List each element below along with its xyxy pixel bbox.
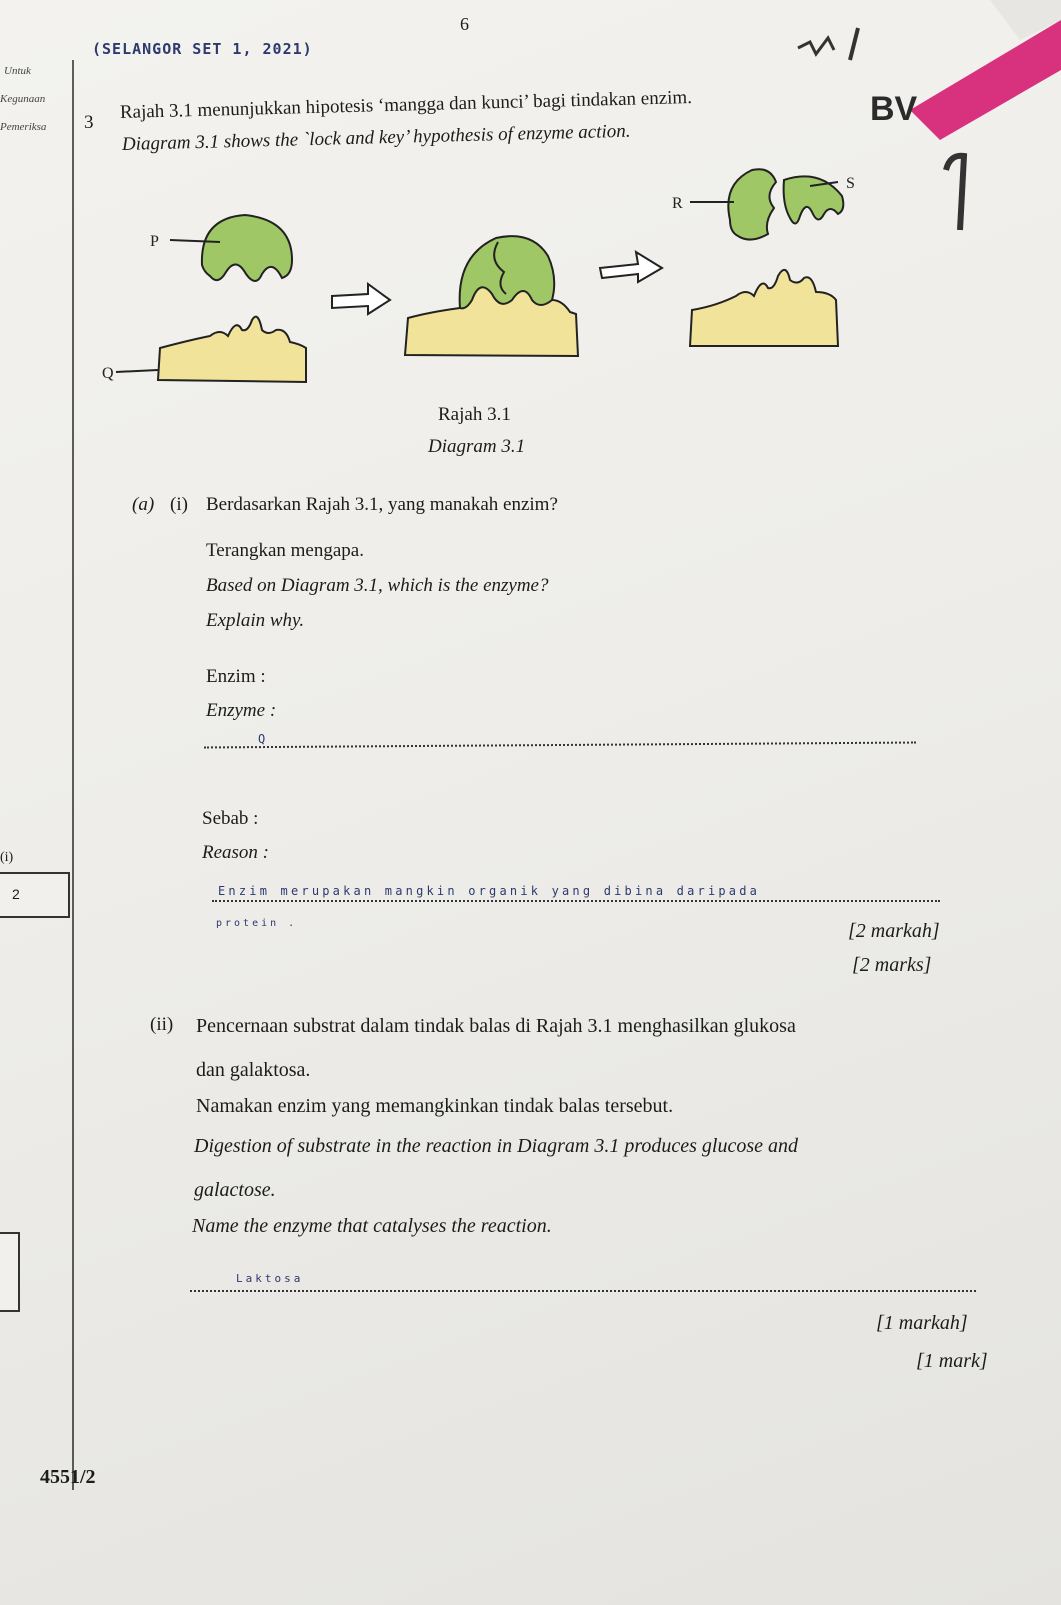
sebab-label: Sebab : bbox=[202, 808, 259, 829]
question-number: 3 bbox=[84, 112, 94, 133]
enzim-label: Enzim : bbox=[206, 666, 266, 687]
paper-code: 4551/2 bbox=[40, 1466, 96, 1488]
a-ii-question-english-2: galactose. bbox=[194, 1179, 276, 1201]
answer-line-a-ii bbox=[190, 1290, 976, 1292]
label-s: S bbox=[846, 175, 855, 192]
diagram-caption-english: Diagram 3.1 bbox=[428, 436, 526, 457]
margin-label: Kegunaan bbox=[0, 93, 46, 105]
diagram-caption-malay: Rajah 3.1 bbox=[438, 404, 511, 425]
header-handwritten: (SELANGOR SET 1, 2021) bbox=[92, 40, 313, 58]
marks-english-a-i: [2 marks] bbox=[852, 954, 932, 976]
highlighter-pen bbox=[870, 0, 1061, 140]
a-i-question-english: Based on Diagram 3.1, which is the enzyme? bbox=[206, 575, 549, 596]
part-a-label: (a) bbox=[132, 494, 155, 515]
answer-reason-line2: protein . bbox=[216, 918, 298, 929]
answer-reason-line1: Enzim merupakan mangkin organik yang dibina daripada bbox=[218, 884, 761, 898]
part-a-i-label: (i) bbox=[170, 494, 188, 515]
a-ii-question-english-3: Name the enzyme that catalyses the reaction. bbox=[192, 1215, 552, 1237]
a-ii-question-malay-3: Namakan enzim yang memangkinkan tindak balas tersebut. bbox=[196, 1095, 674, 1117]
marks-malay-a-ii: [1 markah] bbox=[876, 1312, 968, 1334]
a-i-question-english-2: Explain why. bbox=[206, 610, 305, 631]
score-box-a-i bbox=[0, 872, 70, 918]
margin-label: Untuk bbox=[4, 65, 31, 77]
answer-line-enzyme bbox=[204, 742, 916, 749]
part-a-ii-label: (ii) bbox=[150, 1014, 174, 1035]
margin-score-a-i: 2 bbox=[12, 886, 20, 902]
answer-enzyme: Q bbox=[258, 732, 266, 746]
answer-a-ii: Laktosa bbox=[236, 1272, 304, 1285]
a-ii-question-malay: Pencernaan substrat dalam tindak balas di Rajah 3.1 menghasilkan glukosa bbox=[196, 1015, 796, 1037]
margin-ref-a-i: (i) bbox=[0, 850, 14, 865]
score-box-a-ii bbox=[0, 1232, 20, 1312]
a-i-question-malay: Berdasarkan Rajah 3.1, yang manakah enzim? bbox=[206, 494, 558, 515]
margin-label: Pemeriksa bbox=[0, 121, 47, 133]
marks-malay-a-i: [2 markah] bbox=[848, 920, 940, 942]
intro-malay: Rajah 3.1 menunjukkan hipotesis ‘mangga dan kunci’ bagi tindakan enzim. bbox=[119, 87, 693, 123]
lock-and-key-diagram bbox=[100, 160, 900, 400]
intro-english: Diagram 3.1 shows the `lock and key’ hypothesis of enzyme action. bbox=[121, 120, 631, 155]
answer-line-reason bbox=[212, 900, 940, 902]
marks-english-a-ii: [1 mark] bbox=[916, 1350, 988, 1372]
svg-text:BV: BV bbox=[870, 90, 918, 128]
reason-label: Reason : bbox=[202, 842, 270, 863]
enzyme-label: Enzyme : bbox=[206, 700, 277, 721]
a-i-question-malay-2: Terangkan mengapa. bbox=[206, 540, 364, 561]
label-p: P bbox=[150, 233, 159, 250]
page-number: 6 bbox=[460, 14, 469, 34]
hook-mark bbox=[940, 150, 970, 240]
label-r: R bbox=[672, 195, 683, 212]
label-q: Q bbox=[102, 365, 114, 382]
pen-mark bbox=[790, 20, 880, 70]
a-ii-question-malay-2: dan galaktosa. bbox=[196, 1059, 311, 1081]
margin-rule bbox=[72, 60, 74, 1490]
a-ii-question-english: Digestion of substrate in the reaction in Diagram 3.1 produces glucose and bbox=[194, 1135, 799, 1157]
